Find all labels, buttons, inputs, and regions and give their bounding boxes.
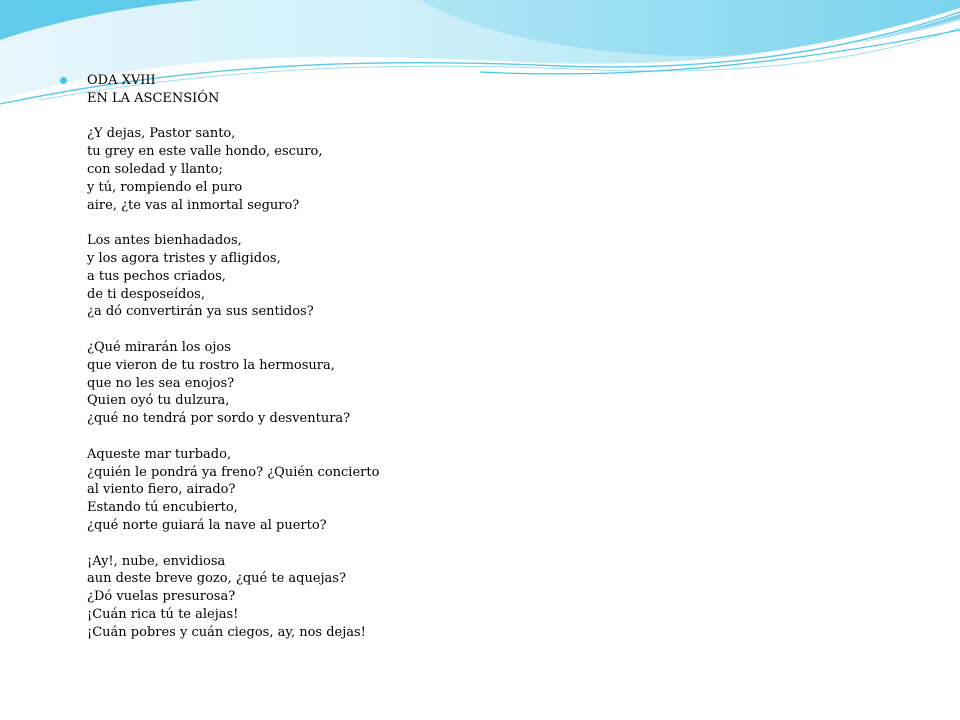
bullet-icon <box>60 77 67 84</box>
poem-text-block <box>68 72 768 642</box>
poem-stanza-3 <box>87 339 768 428</box>
poem-line: ¡Cuán rica tú te alejas! <box>87 606 239 622</box>
poem-stanza-2 <box>87 232 768 321</box>
poem-line: ¿Qué mirarán los ojos <box>87 339 231 355</box>
poem-line: ¡Ay!, nube, envidiosa <box>87 553 226 569</box>
poem-title-line: ODA XVIII <box>87 73 156 88</box>
poem-line: con soledad y llanto; <box>87 161 223 177</box>
poem-line: Estando tú encubierto, <box>87 500 238 516</box>
poem-line: ¿Dó vuelas presurosa? <box>87 589 236 605</box>
poem-line: ¿qué no tendrá por sordo y desventura? <box>87 411 351 427</box>
poem-line: ¿quién le pondrá ya freno? ¿Quién concierto <box>87 464 380 480</box>
poem-line: ¿a dó convertirán ya sus sentidos? <box>87 304 314 320</box>
poem-line: Quien oyó tu dulzura, <box>87 393 230 409</box>
poem-stanza-4 <box>87 446 768 535</box>
poem-line: ¿Y dejas, Pastor santo, <box>87 126 236 142</box>
poem-line: ¡Cuán pobres y cuán ciegos, ay, nos dejas! <box>87 624 366 640</box>
poem-line: tu grey en este valle hondo, escuro, <box>87 144 323 160</box>
poem-line: y los agora tristes y afligidos, <box>87 250 281 266</box>
poem-line: que vieron de tu rostro la hermosura, <box>87 357 335 373</box>
poem-stanza-5 <box>87 553 768 642</box>
poem-line: ¿qué norte guiará la nave al puerto? <box>87 517 327 533</box>
poem-stanza-1 <box>87 125 768 214</box>
poem-line: Aqueste mar turbado, <box>87 446 232 462</box>
poem-line: aun deste breve gozo, ¿qué te aquejas? <box>87 571 346 587</box>
poem-line: al viento fiero, airado? <box>87 482 236 498</box>
poem-line: a tus pechos criados, <box>87 268 226 284</box>
poem-line: aire, ¿te vas al inmortal seguro? <box>87 197 300 213</box>
poem-line: de ti desposeídos, <box>87 286 205 302</box>
poem-line: y tú, rompiendo el puro <box>87 179 243 195</box>
poem-line: que no les sea enojos? <box>87 375 235 391</box>
poem-subtitle-line: EN LA ASCENSIÓN <box>87 90 220 106</box>
poem-line: Los antes bienhadados, <box>87 233 242 249</box>
